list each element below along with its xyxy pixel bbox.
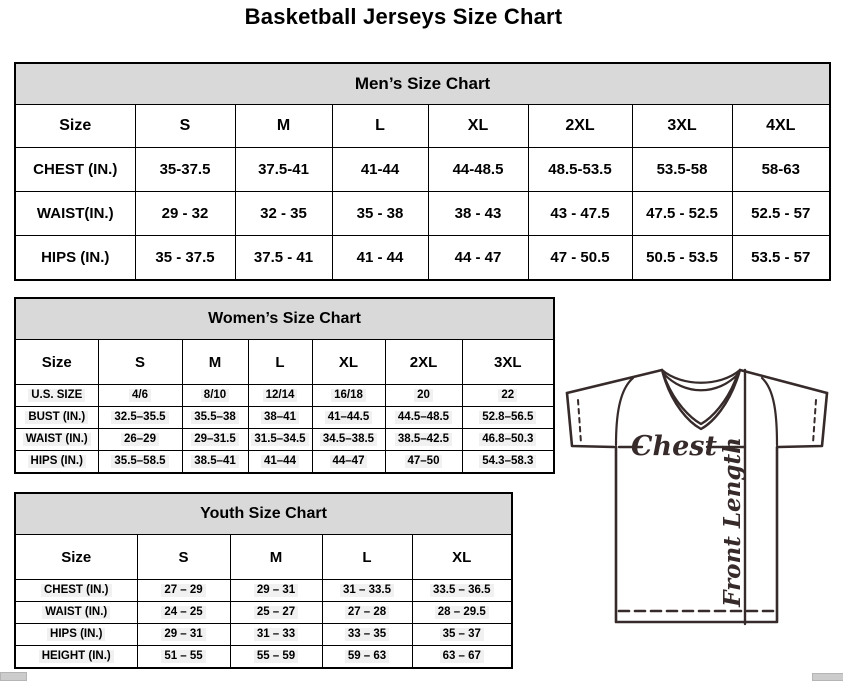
row-label: BUST (IN.): [15, 407, 98, 429]
page-title: Basketball Jerseys Size Chart: [244, 4, 563, 29]
row-label: HIPS (IN.): [15, 451, 98, 474]
womens-size-table: [14, 297, 555, 474]
table-row: [15, 602, 512, 624]
size-value: 41 - 44: [332, 236, 428, 281]
row-label: HIPS (IN.): [15, 624, 137, 646]
size-value: 37.5-41: [235, 148, 332, 192]
size-value: 43 - 47.5: [528, 192, 632, 236]
size-value: 38.5–42.5: [385, 429, 462, 451]
size-value: 44-48.5: [428, 148, 528, 192]
row-label: WAIST(IN.): [15, 192, 135, 236]
size-value: 46.8–50.3: [462, 429, 554, 451]
size-value: 29–31.5: [182, 429, 248, 451]
table-row: [15, 451, 554, 474]
youth-table-title: Youth Size Chart: [15, 493, 512, 535]
size-value: 35.5–58.5: [98, 451, 182, 474]
size-value: 35.5–38: [182, 407, 248, 429]
size-value: 29 – 31: [137, 624, 230, 646]
size-value: 4/6: [98, 385, 182, 407]
row-label: HEIGHT (IN.): [15, 646, 137, 669]
table-row: [15, 236, 830, 281]
size-value: 41-44: [332, 148, 428, 192]
row-label: CHEST (IN.): [15, 580, 137, 602]
size-value: 32 - 35: [235, 192, 332, 236]
front-length-measure-label: Front Length: [719, 437, 746, 607]
column-header: M: [182, 340, 248, 385]
size-value: 35 – 37: [412, 624, 512, 646]
size-value: 29 - 32: [135, 192, 235, 236]
size-value: 24 – 25: [137, 602, 230, 624]
column-header: 3XL: [632, 105, 732, 148]
size-value: 53.5 - 57: [732, 236, 830, 281]
column-header: Size: [15, 340, 98, 385]
table-row: [15, 407, 554, 429]
table-row: [15, 646, 512, 669]
size-value: 54.3–58.3: [462, 451, 554, 474]
column-header: XL: [412, 535, 512, 580]
row-label: WAIST (IN.): [15, 429, 98, 451]
column-header: L: [322, 535, 412, 580]
column-header: L: [332, 105, 428, 148]
table-row: [15, 624, 512, 646]
size-value: 25 – 27: [230, 602, 322, 624]
mens-table-title: Men’s Size Chart: [15, 63, 830, 105]
size-value: 31.5–34.5: [248, 429, 312, 451]
column-header: Size: [15, 535, 137, 580]
size-value: 48.5-53.5: [528, 148, 632, 192]
size-value: 55 – 59: [230, 646, 322, 669]
row-label: WAIST (IN.): [15, 602, 137, 624]
column-header: 2XL: [528, 105, 632, 148]
size-value: 44–47: [312, 451, 385, 474]
size-value: 28 – 29.5: [412, 602, 512, 624]
size-value: 44.5–48.5: [385, 407, 462, 429]
size-value: 16/18: [312, 385, 385, 407]
size-value: 8/10: [182, 385, 248, 407]
size-value: 35 - 37.5: [135, 236, 235, 281]
size-value: 35-37.5: [135, 148, 235, 192]
cropped-fragment: [812, 673, 843, 681]
size-value: 58-63: [732, 148, 830, 192]
column-header: XL: [428, 105, 528, 148]
column-header: 3XL: [462, 340, 554, 385]
row-label: U.S. SIZE: [15, 385, 98, 407]
size-value: 59 – 63: [322, 646, 412, 669]
column-header: M: [235, 105, 332, 148]
youth-size-table: [14, 492, 513, 669]
size-value: 12/14: [248, 385, 312, 407]
column-header: M: [230, 535, 322, 580]
size-value: 37.5 - 41: [235, 236, 332, 281]
size-value: 52.5 - 57: [732, 192, 830, 236]
size-value: 50.5 - 53.5: [632, 236, 732, 281]
table-row: [15, 385, 554, 407]
size-value: 63 – 67: [412, 646, 512, 669]
column-header: S: [98, 340, 182, 385]
column-header: S: [135, 105, 235, 148]
size-value: 31 – 33.5: [322, 580, 412, 602]
size-value: 33 – 35: [322, 624, 412, 646]
column-header: S: [137, 535, 230, 580]
size-value: 29 – 31: [230, 580, 322, 602]
size-value: 53.5-58: [632, 148, 732, 192]
chest-measure-label: Chest: [631, 431, 717, 462]
size-value: 38.5–41: [182, 451, 248, 474]
size-value: 52.8–56.5: [462, 407, 554, 429]
table-row: [15, 148, 830, 192]
size-value: 22: [462, 385, 554, 407]
table-row: [15, 192, 830, 236]
size-value: 31 – 33: [230, 624, 322, 646]
jersey-measurement-diagram: [556, 361, 843, 663]
size-value: 41–44.5: [312, 407, 385, 429]
column-header: L: [248, 340, 312, 385]
column-header: XL: [312, 340, 385, 385]
womens-table-title: Women’s Size Chart: [15, 298, 554, 340]
table-row: [15, 580, 512, 602]
size-value: 33.5 – 36.5: [412, 580, 512, 602]
size-value: 44 - 47: [428, 236, 528, 281]
size-value: 27 – 29: [137, 580, 230, 602]
column-header: 2XL: [385, 340, 462, 385]
size-value: 47.5 - 52.5: [632, 192, 732, 236]
size-value: 51 – 55: [137, 646, 230, 669]
size-value: 47–50: [385, 451, 462, 474]
column-header: Size: [15, 105, 135, 148]
size-value: 32.5–35.5: [98, 407, 182, 429]
size-value: 35 - 38: [332, 192, 428, 236]
table-row: [15, 429, 554, 451]
size-value: 20: [385, 385, 462, 407]
size-value: 26–29: [98, 429, 182, 451]
size-value: 38 - 43: [428, 192, 528, 236]
cropped-fragment: [0, 672, 27, 681]
size-value: 38–41: [248, 407, 312, 429]
column-header: 4XL: [732, 105, 830, 148]
row-label: HIPS (IN.): [15, 236, 135, 281]
mens-size-table: [14, 62, 831, 281]
size-value: 41–44: [248, 451, 312, 474]
size-value: 34.5–38.5: [312, 429, 385, 451]
size-value: 27 – 28: [322, 602, 412, 624]
size-value: 47 - 50.5: [528, 236, 632, 281]
row-label: CHEST (IN.): [15, 148, 135, 192]
